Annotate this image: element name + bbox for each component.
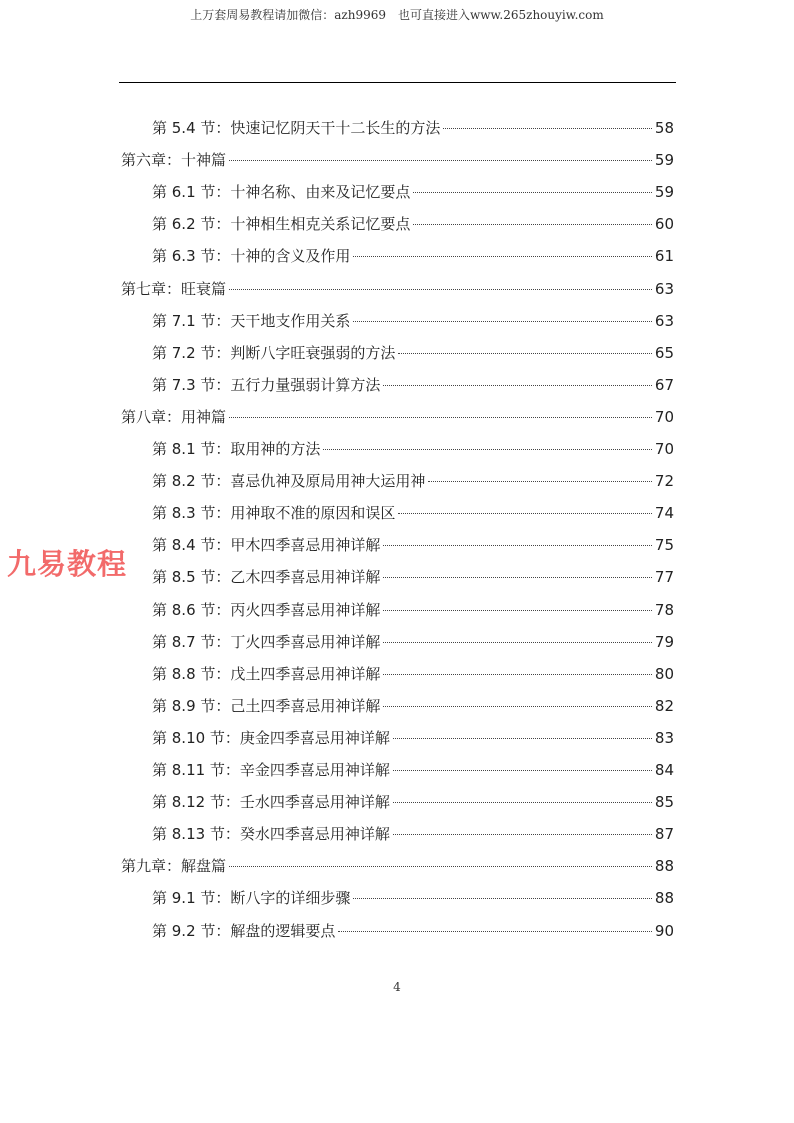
toc-dot-leader (413, 223, 652, 225)
toc-page-number: 85 (654, 793, 674, 812)
toc-section-entry[interactable] (152, 726, 674, 750)
toc-page-number: 74 (654, 504, 674, 523)
toc-dot-leader (443, 127, 652, 129)
toc-section-entry[interactable] (152, 919, 674, 943)
toc-entry-title: 第 8.4 节：甲木四季喜忌用神详解 (152, 536, 381, 555)
toc-page-number: 59 (654, 183, 674, 202)
toc-entry-title: 第 8.5 节：乙木四季喜忌用神详解 (152, 568, 381, 587)
toc-page-number: 90 (654, 921, 674, 940)
toc-section-entry[interactable] (152, 533, 674, 557)
toc-page-number: 63 (654, 279, 674, 298)
toc-dot-leader (353, 320, 652, 322)
toc-section-entry[interactable] (152, 886, 674, 910)
toc-section-entry[interactable] (152, 598, 674, 622)
toc-dot-leader (398, 352, 652, 354)
toc-page-number: 84 (654, 761, 674, 779)
toc-page-number: 63 (654, 311, 674, 330)
toc-dot-leader (383, 384, 652, 386)
toc-page-number: 72 (654, 472, 674, 491)
toc-dot-leader (383, 576, 652, 578)
toc-dot-leader (229, 865, 652, 867)
toc-entry-title: 第九章：解盘篇 (121, 857, 227, 876)
toc-entry-title: 第 8.2 节：喜忌仇神及原局用神大运用神 (152, 472, 426, 491)
toc-entry-title: 第 6.1 节：十神名称、由来及记忆要点 (152, 183, 411, 202)
toc-page-number: 60 (654, 215, 674, 234)
toc-page-number: 59 (654, 151, 674, 170)
toc-entry-title: 第 8.10 节：庚金四季喜忌用神详解 (152, 728, 390, 747)
toc-section-entry[interactable] (152, 565, 674, 589)
toc-section-entry[interactable] (152, 437, 674, 461)
toc-section-entry[interactable] (152, 501, 674, 525)
toc-page-number: 61 (654, 247, 674, 266)
toc-page-number: 80 (654, 664, 674, 683)
toc-dot-leader (353, 255, 652, 257)
toc-dot-leader (428, 480, 652, 482)
toc-entry-title: 第 8.3 节：用神取不准的原因和误区 (152, 504, 396, 523)
toc-chapter-entry[interactable] (121, 854, 674, 878)
toc-entry-title: 第 8.8 节：戊土四季喜忌用神详解 (152, 664, 381, 683)
toc-entry-title: 第 9.1 节：断八字的详细步骤 (152, 889, 351, 908)
toc-page-number: 83 (654, 728, 674, 747)
page-header: 上万套周易教程请加微信：azh9969 也可直接进入www.265zhouyiw.com (190, 8, 604, 22)
toc-section-entry[interactable] (152, 469, 674, 493)
toc-section-entry[interactable] (152, 116, 674, 140)
toc-dot-leader (393, 801, 652, 803)
toc-section-entry[interactable] (152, 341, 674, 365)
toc-page-number: 58 (654, 119, 674, 137)
toc-dot-leader (413, 191, 652, 193)
toc-entry-title: 第 8.13 节：癸水四季喜忌用神详解 (152, 825, 390, 844)
toc-section-entry[interactable] (152, 244, 674, 268)
toc-section-entry[interactable] (152, 662, 674, 686)
toc-section-entry[interactable] (152, 212, 674, 236)
toc-page-number: 77 (654, 568, 674, 587)
toc-dot-leader (383, 705, 652, 707)
toc-entry-title: 第 8.11 节：辛金四季喜忌用神详解 (152, 761, 390, 779)
toc-entry-title: 第 7.3 节：五行力量强弱计算方法 (152, 375, 381, 394)
toc-dot-leader (383, 673, 652, 675)
toc-page-number: 88 (654, 889, 674, 908)
toc-entry-title: 第六章：十神篇 (121, 151, 227, 170)
toc-page-number: 88 (654, 857, 674, 876)
toc-entry-title: 第 8.9 节：己土四季喜忌用神详解 (152, 696, 381, 715)
toc-section-entry[interactable] (152, 822, 674, 846)
toc-chapter-entry[interactable] (121, 277, 674, 301)
toc-section-entry[interactable] (152, 790, 674, 814)
toc-dot-leader (383, 609, 652, 611)
toc-section-entry[interactable] (152, 180, 674, 204)
page-number: 4 (393, 980, 401, 994)
toc-page-number: 79 (654, 632, 674, 651)
toc-page-number: 87 (654, 825, 674, 844)
toc-chapter-entry[interactable] (121, 405, 674, 429)
toc-entry-title: 第 9.2 节：解盘的逻辑要点 (152, 921, 336, 940)
toc-entry-title: 第七章：旺衰篇 (121, 279, 227, 298)
toc-dot-leader (229, 288, 652, 290)
header-divider (119, 82, 676, 83)
toc-dot-leader (229, 159, 652, 161)
toc-dot-leader (393, 769, 652, 771)
toc-page-number: 65 (654, 343, 674, 362)
toc-page-number: 82 (654, 696, 674, 715)
toc-dot-leader (393, 737, 652, 739)
toc-section-entry[interactable] (152, 630, 674, 654)
toc-entry-title: 第 6.3 节：十神的含义及作用 (152, 247, 351, 266)
toc-entry-title: 第 7.1 节：天干地支作用关系 (152, 311, 351, 330)
toc-dot-leader (383, 641, 652, 643)
toc-chapter-entry[interactable] (121, 148, 674, 172)
toc-section-entry[interactable] (152, 758, 674, 782)
toc-entry-title: 第 8.12 节：壬水四季喜忌用神详解 (152, 793, 390, 812)
toc-page-number: 75 (654, 536, 674, 555)
toc-page-number: 70 (654, 407, 674, 426)
toc-entry-title: 第 8.6 节：丙火四季喜忌用神详解 (152, 600, 381, 619)
toc-dot-leader (393, 833, 652, 835)
toc-dot-leader (338, 930, 652, 932)
toc-entry-title: 第 8.1 节：取用神的方法 (152, 440, 321, 458)
toc-dot-leader (383, 544, 652, 546)
toc-entry-title: 第 6.2 节：十神相生相克关系记忆要点 (152, 215, 411, 234)
toc-dot-leader (398, 512, 652, 514)
toc-entry-title: 第八章：用神篇 (121, 407, 227, 426)
toc-page-number: 70 (654, 440, 674, 458)
toc-section-entry[interactable] (152, 694, 674, 718)
toc-section-entry[interactable] (152, 373, 674, 397)
toc-section-entry[interactable] (152, 309, 674, 333)
watermark-logo: 九易教程 (7, 547, 128, 581)
toc-entry-title: 第 8.7 节：丁火四季喜忌用神详解 (152, 632, 381, 651)
toc-entry-title: 第 7.2 节：判断八字旺衰强弱的方法 (152, 343, 396, 362)
toc-page-number: 67 (654, 375, 674, 394)
toc-dot-leader (229, 416, 652, 418)
toc-dot-leader (323, 448, 652, 450)
toc-entry-title: 第 5.4 节：快速记忆阴天干十二长生的方法 (152, 119, 441, 137)
toc-dot-leader (353, 897, 652, 899)
toc-page-number: 78 (654, 600, 674, 619)
